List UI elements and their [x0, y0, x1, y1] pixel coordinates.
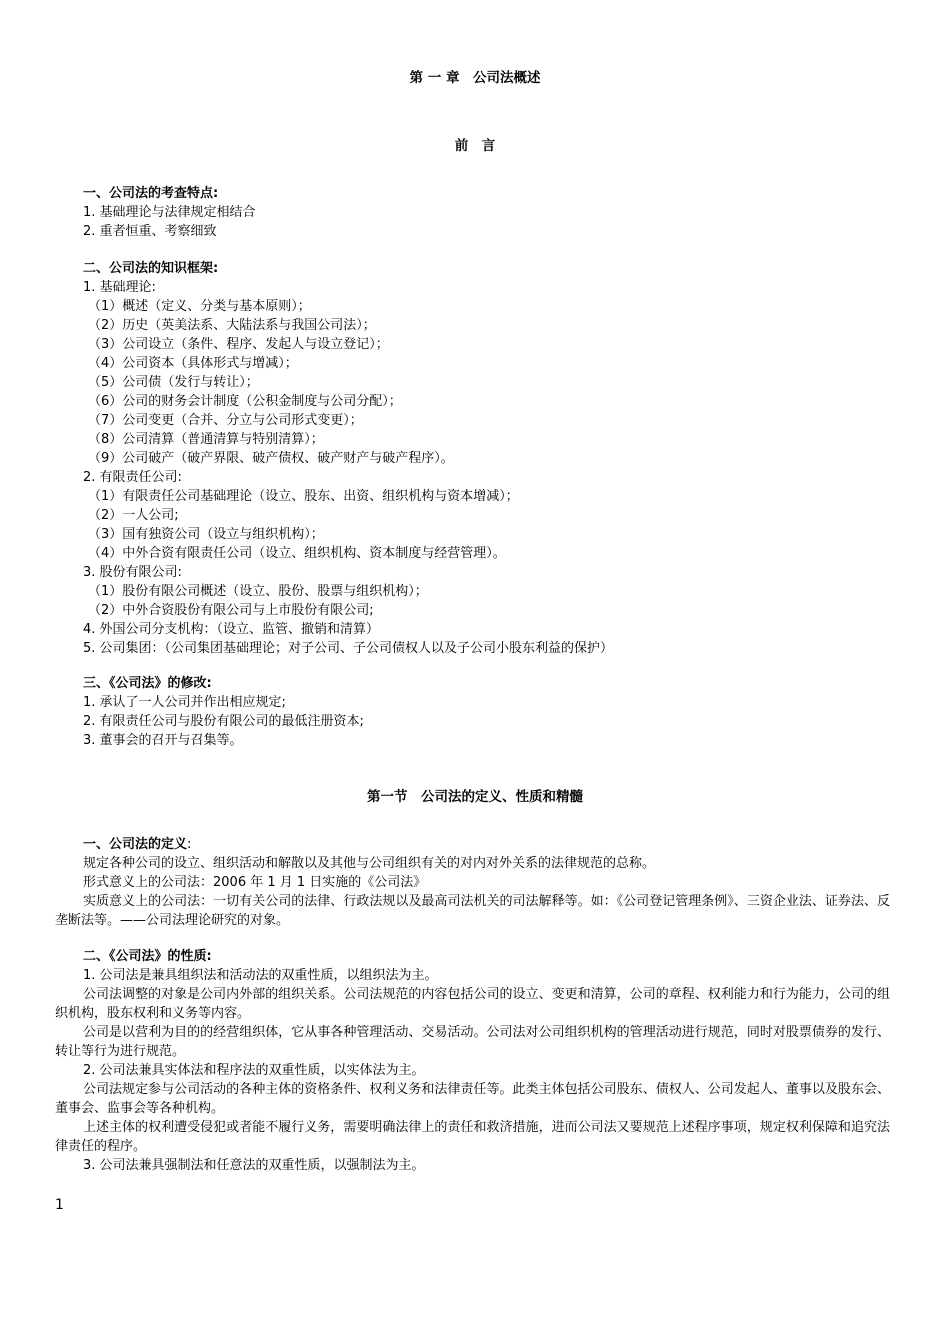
section-heading: 二、公司法的知识框架: [83, 261, 219, 276]
paragraph: 2. 公司法兼具实体法和程序法的双重性质，以实体法为主。 [83, 1063, 425, 1078]
section1-title: 第一节 公司法的定义、性质和精髓 [367, 789, 583, 805]
framework-subitem: （7）公司变更（合并、分立与公司形式变更）； [88, 413, 363, 428]
framework-subitem: （8）公司清算（普通清算与特别清算）； [88, 432, 324, 447]
list-item: 1. 基础理论与法律规定相结合 [83, 205, 256, 220]
list-item: 2. 有限责任公司与股份有限公司的最低注册资本; [83, 714, 364, 729]
framework-subitem: （1）概述（定义、分类与基本原则）； [88, 299, 311, 314]
framework-subitem: （4）中外合资有限责任公司（设立、组织机构、资本制度与经营管理）。 [88, 546, 506, 561]
framework-subitem: （3）公司设立（条件、程序、发起人与设立登记）； [88, 337, 389, 352]
definition-section [55, 835, 890, 930]
paragraph: 1. 公司法是兼具组织法和活动法的双重性质，以组织法为主。 [83, 968, 438, 983]
framework-list [55, 278, 890, 658]
section-heading [55, 835, 890, 854]
section-heading: 二、《公司法》的性质: [83, 949, 212, 964]
knowledge-framework-section [55, 259, 890, 658]
revisions-section [55, 674, 890, 750]
paragraph: 公司法调整的对象是公司内外部的组织关系。公司法规范的内容包括公司的设立、变更和清算，公司的章程、权利能力和行为能力，公司的组织机构，股东权利和义务等内容。 [55, 987, 890, 1021]
framework-subitem: （5）公司债（发行与转让）； [88, 375, 259, 390]
paragraph: 形式意义上的公司法：2006 年 1 月 1 日实施的《公司法》 [83, 875, 427, 890]
list-item: 2. 重者恒重、考察细致 [83, 224, 217, 239]
framework-subitem: （2）历史（英美法系、大陆法系与我国公司法）； [88, 318, 376, 333]
paragraph: 实质意义上的公司法：一切有关公司的法律、行政法规以及最高司法机关的司法解释等。如：《公司登记管理条例》、三资企业法、证券法、反垄断法等。——公司法理论研究的对象。 [55, 894, 890, 928]
framework-subitem: （2）中外合资股份有限公司与上市股份有限公司; [88, 603, 374, 618]
list-item: 1. 承认了一人公司并作出相应规定; [83, 695, 286, 710]
paragraph: 规定各种公司的设立、组织活动和解散以及其他与公司组织有关的对内对外关系的法律规范的总称。 [83, 856, 656, 871]
page-number: 1 [55, 1197, 64, 1213]
framework-category: 2. 有限责任公司: [83, 470, 182, 485]
framework-subitem: （3）国有独资公司（设立与组织机构）； [88, 527, 324, 542]
paragraph: 公司是以营利为目的的经营组织体，它从事各种管理活动、交易活动。公司法对公司组织机构的管理活动进行规范，同时对股票债券的发行、转让等行为进行规范。 [55, 1025, 890, 1059]
framework-category: 5. 公司集团：（公司集团基础理论；对子公司、子公司债权人以及子公司小股东利益的保护） [83, 641, 614, 656]
framework-subitem: （4）公司资本（具体形式与增减）； [88, 356, 298, 371]
framework-category: 4. 外国公司分支机构：（设立、监管、撤销和清算） [83, 622, 380, 637]
nature-section [55, 947, 890, 1175]
heading-suffix: : [187, 837, 192, 852]
framework-subitem: （1）股份有限公司概述（设立、股份、股票与组织机构）； [88, 584, 428, 599]
framework-subitem: （6）公司的财务会计制度（公积金制度与公司分配）； [88, 394, 402, 409]
framework-subitem: （2）一人公司; [88, 508, 179, 523]
chapter-title: 第 一 章 公司法概述 [409, 70, 541, 86]
framework-category: 1. 基础理论: [83, 280, 156, 295]
section-heading: 三、《公司法》的修改: [83, 676, 212, 691]
exam-features-section [55, 184, 890, 241]
paragraph: 上述主体的权利遭受侵犯或者能不履行义务，需要明确法律上的责任和救济措施，进而公司法又要规范上述程序事项，规定权利保障和追究法律责任的程序。 [55, 1120, 890, 1154]
paragraph: 公司法规定参与公司活动的各种主体的资格条件、权利义务和法律责任等。此类主体包括公司股东、债权人、公司发起人、董事以及股东会、董事会、监事会等各种机构。 [55, 1082, 890, 1116]
framework-category: 3. 股份有限公司: [83, 565, 182, 580]
list-item: 3. 董事会的召开与召集等。 [83, 733, 243, 748]
section-heading: 一、公司法的考查特点: [83, 186, 219, 201]
framework-subitem: （9）公司破产（破产界限、破产债权、破产财产与破产程序）。 [88, 451, 454, 466]
preface-title: 前 言 [454, 138, 496, 154]
heading-text: 一、公司法的定义 [83, 837, 188, 852]
paragraph: 3. 公司法兼具强制法和任意法的双重性质，以强制法为主。 [83, 1158, 425, 1173]
framework-subitem: （1）有限责任公司基础理论（设立、股东、出资、组织机构与资本增减）； [88, 489, 519, 504]
